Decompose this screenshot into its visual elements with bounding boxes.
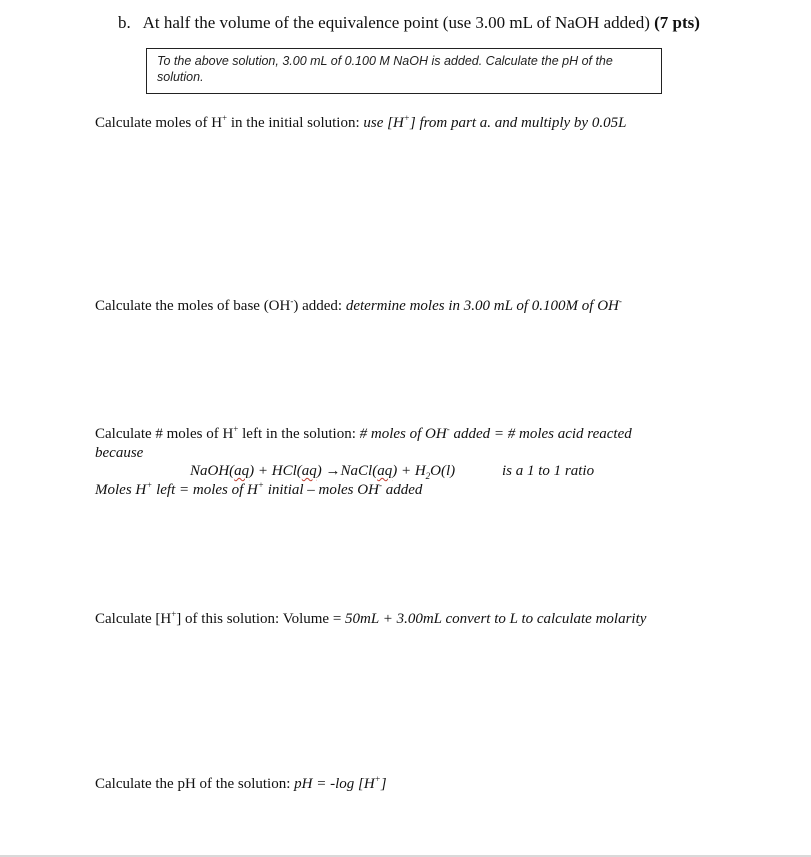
moles-sup1: +	[146, 480, 153, 490]
step2-hint: determine moles in 3.00 mL of 0.100M of OH	[345, 298, 619, 314]
step3-sup: +	[233, 424, 239, 434]
step4-sup: +	[171, 609, 177, 619]
points-label: (7 pts)	[654, 13, 700, 32]
step2-sup: -	[290, 296, 294, 306]
step2-lead: Calculate the moles of base (OH	[95, 298, 291, 314]
step5-hint-sup: +	[374, 774, 381, 784]
step5-hint-tail: ]	[380, 776, 387, 792]
instruction-box	[146, 48, 662, 94]
step3-lead: Calculate # moles of H	[95, 426, 234, 442]
eq-water-sub: 2	[425, 471, 431, 481]
step1-lead: Calculate moles of H	[95, 115, 223, 131]
step3-tail: left in the solution:	[238, 426, 360, 442]
step1-hint: use [H	[363, 115, 404, 131]
moles-sup3: -	[378, 480, 382, 490]
step3-hint-sup: -	[446, 424, 450, 434]
eq-naoh: NaOH(	[190, 463, 235, 479]
instruction-text: To the above solution, 3.00 mL of 0.100 M NaOH is added. Calculate the pH of the solution.	[157, 54, 613, 84]
step2-tail: ) added:	[293, 298, 346, 314]
step-moles-h-left	[95, 426, 632, 443]
step3-hint-b: added = # moles acid reacted	[449, 426, 632, 442]
moles-left-formula	[95, 482, 422, 499]
ratio-note: is a 1 to 1 ratio	[502, 463, 595, 479]
step4-tail: ] of this solution: Volume =	[176, 611, 346, 627]
eq-aq1: aq	[234, 463, 250, 479]
eq-aq3: aq	[377, 463, 393, 479]
step3-hint-a: # moles of OH	[359, 426, 447, 442]
moles-sup2: +	[257, 480, 264, 490]
step-concentration-h	[95, 611, 646, 628]
step4-hint: 50mL + 3.00mL convert to L to calculate molarity	[345, 611, 647, 627]
reaction-equation	[190, 463, 455, 480]
eq-aq2: aq	[301, 463, 317, 479]
part-heading	[118, 13, 700, 33]
part-title: At half the volume of the equivalence point (use 3.00 mL of NaOH added)	[142, 13, 650, 32]
moles-a: Moles H	[95, 482, 147, 498]
part-label: b.	[118, 13, 131, 32]
eq-water-b: O(l)	[430, 463, 456, 479]
moles-d: added	[381, 482, 423, 498]
moles-c: initial – moles OH	[263, 482, 379, 498]
step4-lead: Calculate [H	[95, 611, 172, 627]
step-moles-base	[95, 298, 622, 315]
eq-arrow: ) →NaCl(	[316, 463, 378, 479]
step1-sup: +	[222, 113, 228, 123]
step1-tail: in the initial solution:	[227, 115, 364, 131]
step1-hint-sup: +	[403, 113, 410, 123]
step-moles-h-initial	[95, 115, 626, 132]
eq-hcl: ) + HCl(	[249, 463, 302, 479]
step2-hint-sup: -	[618, 296, 622, 306]
eq-water-a: ) + H	[392, 463, 426, 479]
step1-hint-tail: ] from part a. and multiply by 0.05L	[409, 115, 627, 131]
moles-b: left = moles of H	[152, 482, 258, 498]
step5-lead: Calculate the pH of the solution:	[95, 776, 295, 792]
step-ph	[95, 776, 387, 793]
step3-because: because	[95, 445, 144, 461]
step5-hint: pH = -log [H	[294, 776, 375, 792]
